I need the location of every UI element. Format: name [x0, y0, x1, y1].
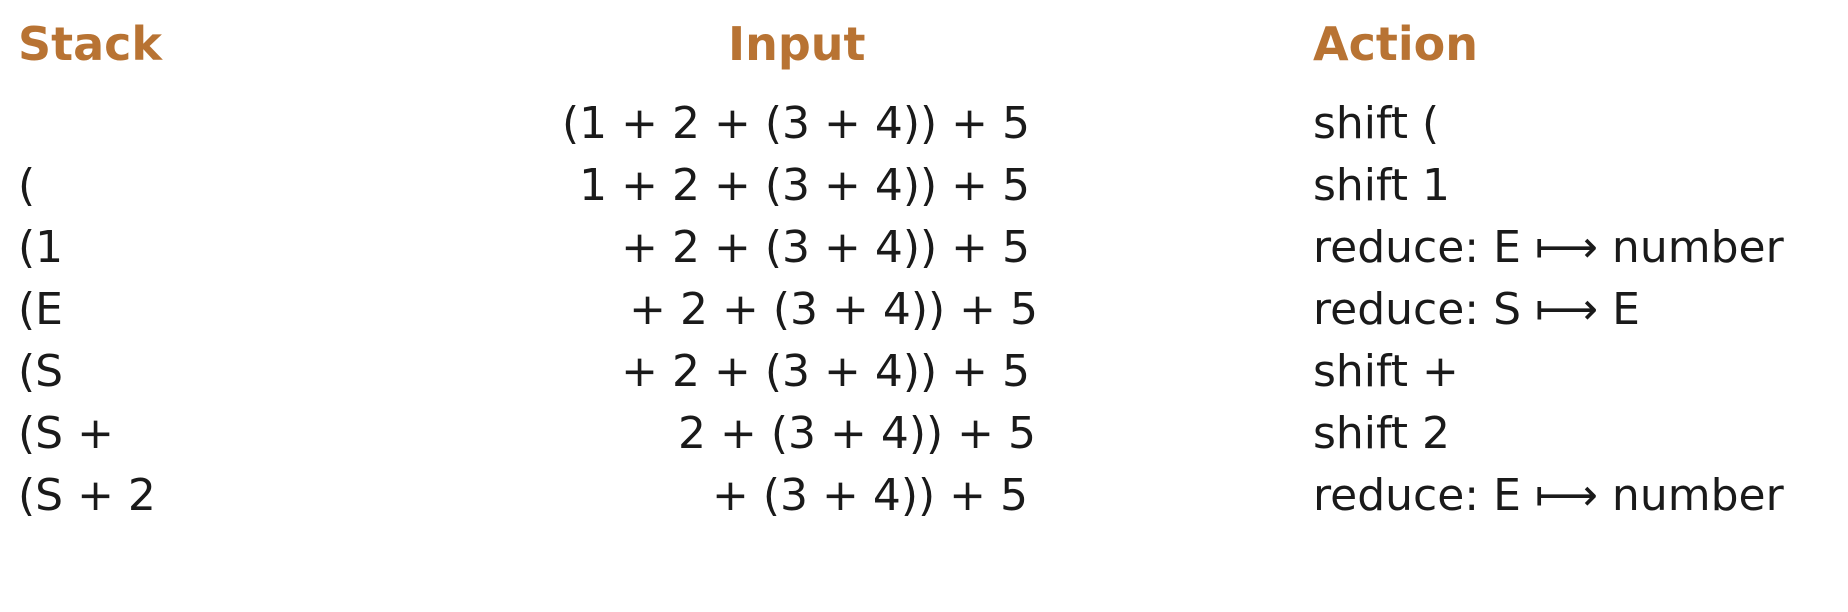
action-cell: shift +	[1313, 346, 1459, 397]
table-row	[0, 278, 1848, 342]
table-row	[0, 402, 1848, 466]
stack-cell: (S	[18, 346, 64, 397]
action-cell: shift 1	[1313, 160, 1450, 211]
input-cell: + 2 + (3 + 4)) + 5	[621, 346, 1030, 397]
stack-cell: (S + 2	[18, 470, 156, 521]
stack-cell: (E	[18, 284, 63, 335]
input-cell: 2 + (3 + 4)) + 5	[678, 408, 1036, 459]
input-cell: 1 + 2 + (3 + 4)) + 5	[579, 160, 1030, 211]
header-input: Input	[728, 17, 866, 71]
table-row	[0, 216, 1848, 280]
action-cell: shift 2	[1313, 408, 1450, 459]
table-row	[0, 92, 1848, 156]
input-cell: (1 + 2 + (3 + 4)) + 5	[562, 98, 1030, 149]
stack-cell: (1	[18, 222, 64, 273]
input-cell: + 2 + (3 + 4)) + 5	[629, 284, 1038, 335]
action-cell: reduce: E ⟼ number	[1313, 470, 1784, 521]
input-cell: + (3 + 4)) + 5	[711, 470, 1028, 521]
header-stack: Stack	[18, 17, 163, 71]
table-row	[0, 340, 1848, 404]
action-cell: shift (	[1313, 98, 1440, 149]
stack-cell: (S +	[18, 408, 114, 459]
stack-cell: (	[18, 160, 36, 211]
input-cell: + 2 + (3 + 4)) + 5	[621, 222, 1030, 273]
action-cell: reduce: S ⟼ E	[1313, 284, 1640, 335]
table-row	[0, 154, 1848, 218]
table-row	[0, 464, 1848, 528]
action-cell: reduce: E ⟼ number	[1313, 222, 1784, 273]
header-action: Action	[1313, 17, 1478, 71]
